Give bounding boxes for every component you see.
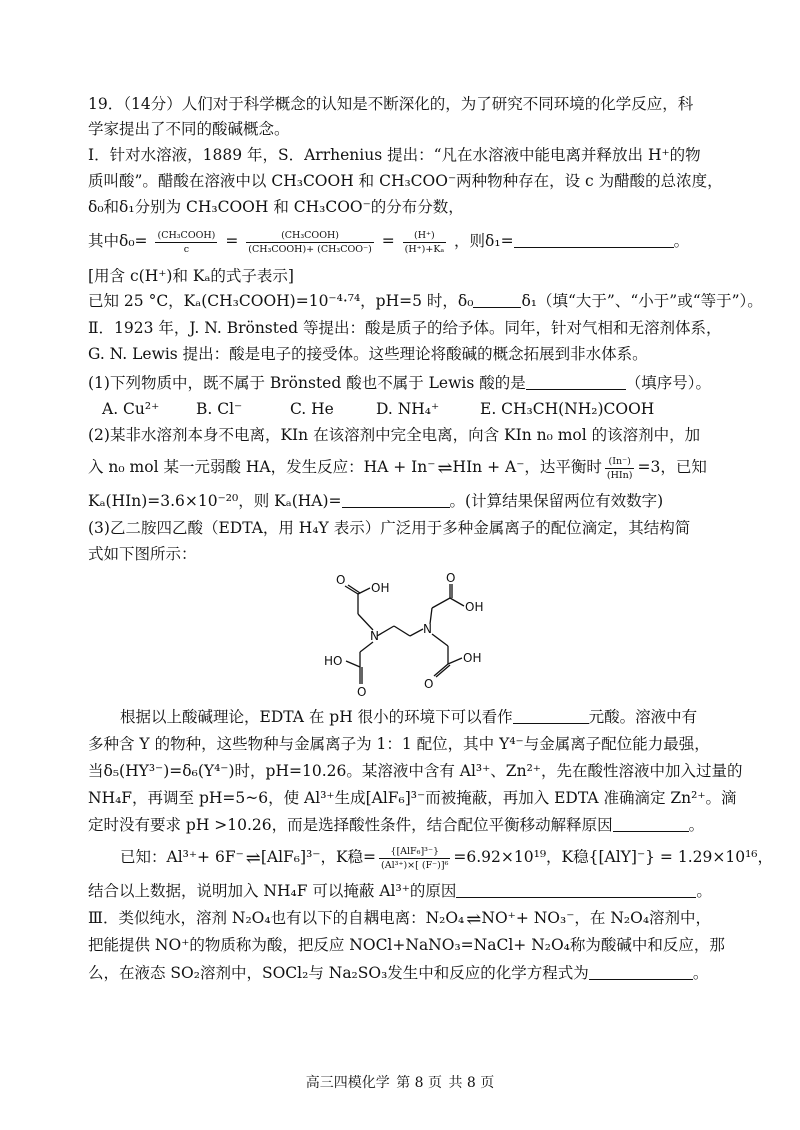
part1-compare: 已知 25 °C，Kₐ(CH₃COOH)=10⁻⁴·⁷⁴，pH=5 时，δ₀ δ₁（填“大于”、“小于”或“等于”）。 (88, 292, 763, 310)
part3-line2: 多种含 Y 的物种，这些物种与金属离子为 1：1 配位，其中 Y⁴⁻与金属离子配位能力最强， (88, 735, 710, 753)
struct-oh-br: OH (463, 651, 482, 665)
part1-line3: δ₀和δ₁分别为 CH₃COOH 和 CH₃COO⁻的分布分数， (88, 198, 464, 216)
answer-blank-masking[interactable] (456, 882, 696, 898)
question-intro-line1 (88, 93, 693, 115)
answer-blank-q1[interactable] (526, 374, 626, 390)
struct-ho-bl: HO (324, 654, 343, 668)
fraction-2: $\frac{\text{(CH₃COOH)}}{\text{(CH₃COOH)+ (CH₃COO⁻)}}$ (248, 229, 372, 255)
option-a: A. Cu²⁺ (102, 400, 160, 418)
answer-blank-reason[interactable] (613, 816, 689, 832)
part1-hint: [用含 c(H⁺)和 Kₐ的式子表示] (88, 267, 294, 285)
option-d: D. NH₄⁺ (376, 400, 440, 418)
part1-line1: Ⅰ．针对水溶液，1889 年，S．Arrhenius 提出：“凡在水溶液中能电离并释放出 H⁺的物 (88, 146, 701, 164)
part4-line1: Ⅲ．类似纯水，溶剂 N₂O₄也有以下的自耦电离：N₂O₄ ⇌ NO⁺+ NO₃⁻，在 N₂O₄溶剂中， (88, 909, 712, 930)
part2-q3-line2: 式如下图所示： (88, 545, 197, 563)
answer-blank-delta1[interactable] (514, 232, 674, 248)
delta-equation: 其中δ₀= $\frac{\text{(CH₃COOH)}}{c}$ = $\frac{\text{(CH₃COOH)}}{\text{(CH₃COOH)+ (CH₃COO⁻)}}$ = $\frac{(H^+)}{\text{(H⁺)+Kₐ}}$ ，则δ₁= 。 (88, 229, 690, 255)
question-intro-line2: 学家提出了不同的酸碱概念。 (88, 120, 290, 138)
part4-line2: 把能提供 NO⁺的物质称为酸，把反应 NOCl+NaNO₃=NaCl+ N₂O₄称为酸碱中和反应，那 (88, 936, 725, 954)
part3-line5: 定时没有要求 pH >10.26，而是选择酸性条件，结合配位平衡移动解释原因 。 (88, 816, 705, 834)
fraction-1: $\frac{\text{(CH₃COOH)}}{c}$ (157, 229, 216, 255)
option-c: C. He (290, 400, 334, 418)
ratio-fraction: $\frac{(In^-)}{\text{(HIn)}}$ (606, 455, 633, 481)
question-number: 19． (88, 95, 124, 113)
footer-total: 共 8 页 (448, 1075, 495, 1091)
struct-o-bl: O (357, 685, 367, 699)
footer-course: 高三四模化学 (305, 1075, 390, 1091)
struct-n2: N (423, 622, 432, 636)
part1-line2: 质叫酸”。醋酸在溶液中以 CH₃COOH 和 CH₃COO⁻两种物种存在，设 c 为醋酸的总浓度， (88, 172, 723, 190)
struct-o-tl: O (336, 573, 346, 587)
answer-blank-ka[interactable] (342, 492, 450, 508)
stability-fraction: $\frac{\text{\{[AlF₆]³⁻\}}}{\text{(Al³⁺)×[ (F⁻)]⁶}}$ (381, 845, 449, 871)
answer-blank-edta-acid[interactable] (513, 708, 589, 724)
equilibrium-arrow-icon: ⇌ (245, 848, 259, 869)
equilibrium-arrow-icon: ⇌ (437, 458, 451, 479)
footer-page: 第 8 页 (396, 1075, 442, 1091)
struct-o-br: O (424, 677, 434, 691)
eq-lead: 其中δ₀= (88, 232, 148, 250)
part3-line4: NH₄F，再调至 pH=5~6，使 Al³⁺生成[AlF₆]³⁻而被掩蔽，再加入 EDTA 准确滴定 Zn²⁺。滴 (88, 789, 737, 807)
part3-known: 已知：Al³⁺+ 6F⁻ ⇌ [AlF₆]³⁻，K稳= $\frac{\text{\{[AlF₆]³⁻\}}}{\text{(Al³⁺)×[ (F⁻)]⁶}}$ =6.92×10¹⁹，K稳{[AlY]⁻} = 1.29×10¹⁶， (120, 845, 773, 871)
equilibrium-arrow-icon: ⇌ (466, 909, 480, 930)
part2-q2-line1: (2)某非水溶剂本身不电离，KIn 在该溶剂中完全电离，向含 KIn n₀ mol 的该溶剂中，加 (88, 426, 701, 444)
part3-line3: 当δ₅(HY³⁻)=δ₆(Y⁴⁻)时，pH=10.26。某溶液中含有 Al³⁺、Zn²⁺，先在酸性溶液中加入过量的 (88, 762, 743, 780)
struct-oh-tr: OH (465, 600, 484, 614)
edta-structure-diagram (320, 572, 490, 700)
struct-oh-tl: OH (371, 581, 390, 595)
answer-blank-equation[interactable] (589, 964, 693, 980)
part2-q2-line2: 入 n₀ mol 某一元弱酸 HA，发生反应：HA + In⁻ ⇌ HIn + A⁻，达平衡时 $\frac{(In^-)}{\text{(HIn)}}$ =3，已知 (88, 455, 707, 481)
struct-n1: N (370, 629, 379, 643)
part2-line2: G. N. Lewis 提出：酸是电子的接受体。这些理论将酸碱的概念拓展到非水体系。 (88, 345, 648, 363)
eq-tail: ，则δ₁= (454, 232, 514, 250)
question-score: （14分） (123, 95, 182, 113)
option-e: E. CH₃CH(NH₂)COOH (480, 400, 655, 418)
part3-line1: 根据以上酸碱理论，EDTA 在 pH 很小的环境下可以看作 元酸。溶液中有 (120, 708, 698, 726)
part3-line7: 结合以上数据，说明加入 NH₄F 可以掩蔽 Al³⁺的原因 。 (88, 882, 712, 900)
struct-o-tr: O (446, 572, 456, 585)
fraction-3: $\frac{(H^+)}{\text{(H⁺)+Kₐ}}$ (404, 229, 445, 255)
q1-options (102, 398, 654, 420)
part2-line1: Ⅱ．1923 年，J. N. Brönsted 等提出：酸是质子的给予体。同年，针对气相和无溶剂体系， (88, 319, 722, 337)
page-footer (0, 1072, 800, 1092)
answer-blank-compare[interactable] (473, 292, 521, 308)
part2-q3-line1: (3)乙二胺四乙酸（EDTA，用 H₄Y 表示）广泛用于多种金属离子的配位滴定，其结构简 (88, 519, 691, 537)
part2-q2-line3: Kₐ(HIn)=3.6×10⁻²⁰，则 Kₐ(HA)= 。(计算结果保留两位有效数字) (88, 492, 664, 510)
option-b: B. Cl⁻ (196, 400, 243, 418)
part2-q1: (1)下列物质中，既不属于 Brönsted 酸也不属于 Lewis 酸的是 （填序号）。 (88, 374, 711, 392)
question-intro: 人们对于科学概念的认知是不断深化的，为了研究不同环境的化学反应，科 (181, 95, 694, 113)
part4-line3: 么，在液态 SO₂溶剂中，SOCl₂与 Na₂SO₃发生中和反应的化学方程式为 。 (88, 964, 709, 982)
